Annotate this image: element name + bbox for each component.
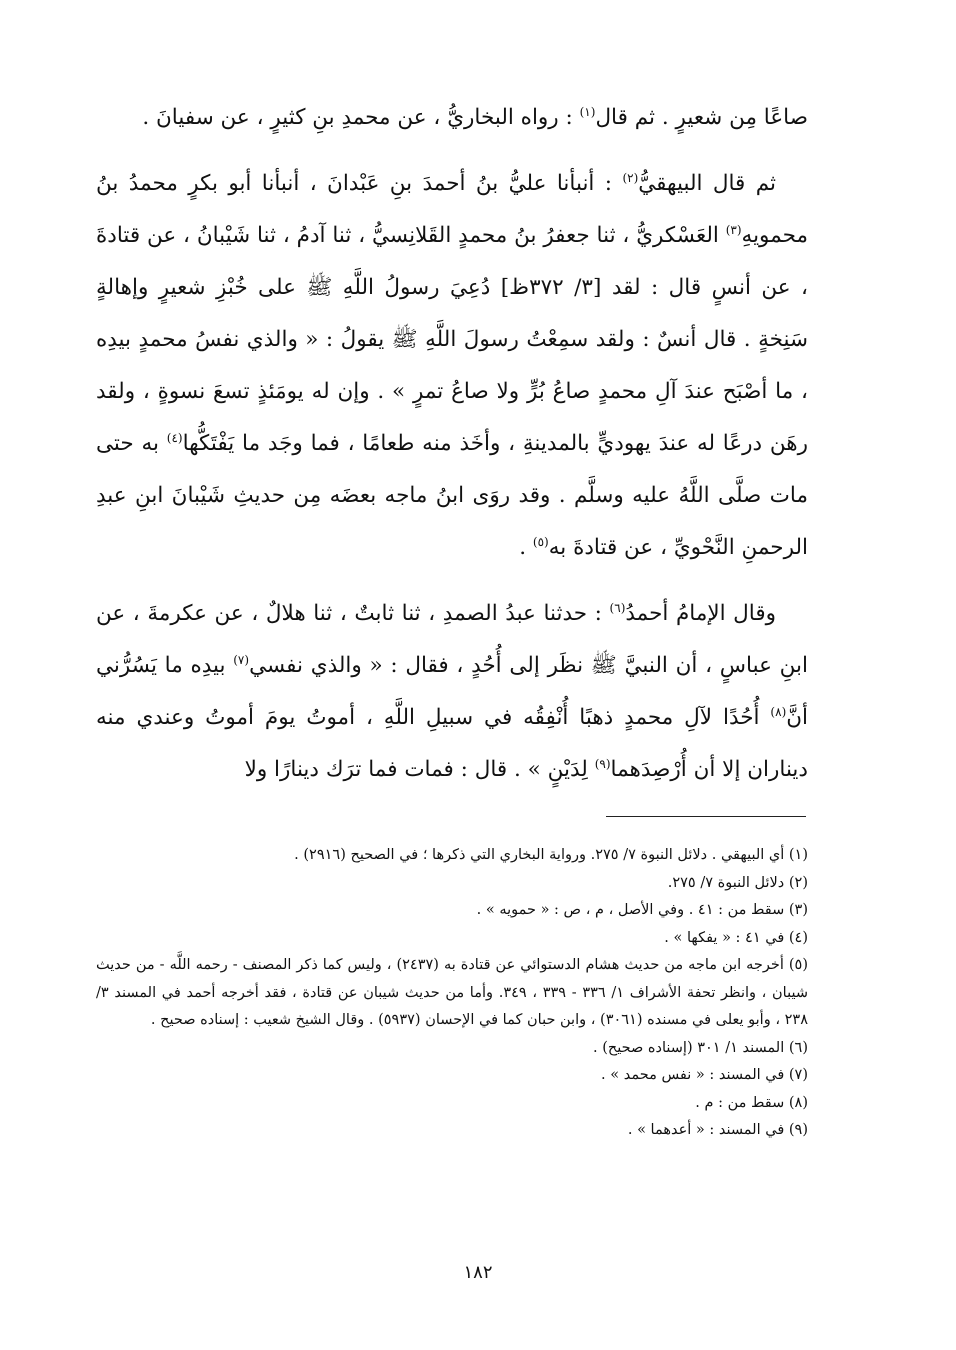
footnote-ref-5: (٥) — [532, 534, 549, 549]
footnote-7: (٧) في المسند : « نفس محمد » . — [601, 1067, 808, 1083]
footnote-2: (٢) دلائل النبوة ٧/ ٢٧٥. — [667, 874, 808, 891]
text-run: العَسْكريُّ ، ثنا جعفرُ بنُ محمدٍ القَلانِسيُّ ، ثنا آدمُ ، ثنا شَيْبانُ ، عن قتادةَ ، عن أنسٍ قال : لقد [٣/ ٣٧٢ظ] دُعِيَ رسولُ اللَّهِ ﷺ على خُبْزِ شعيرٍ وإهالةٍ سَنِخةٍ . قال أنسٌ : ولقد سمِعْتُ رسولَ اللَّهِ ﷺ يقولُ : « والذي نفسُ محمدٍ بيدِه ، ما أصْبَح عندَ آلِ محمدٍ صاعُ بُرٍّ ولا صاعُ تمرٍ » . وإن له يومَئذٍ تسعَ نسوةٍ ، ولقد رهَن درعًا له عندَ يهوديٍّ بالمدينةِ ، وأخَذ منه طعامًا ، فما وجَد ما يَفْتَكُّها — [96, 223, 808, 456]
footnote-ref-9: (٩) — [594, 756, 611, 771]
footnote-ref-6: (٦) — [609, 600, 626, 615]
footnote-1: (١) أي البيهقي . دلائل النبوة ٧/ ٢٧٥. ورواية البخاري التي ذكرها ؛ في الصحيح (٢٩١٦) . — [294, 847, 808, 863]
footnote-divider — [606, 816, 806, 817]
footnote-5: (٥) أخرجه ابن ماجه من حديث هشام الدستوائي عن قتادة به (٢٤٣٧) ، وليس كما ذكر المصنف - رحمه اللَّه - من حديث شيبان ، وانظر تحفة الأشراف ١/ ٣٣٦ - ٣٣٩ ، ٣٤٩. وأما من حديث شيبان عن قتادة ، فقد أخرجه أحمد في المسند ٣/ ٢٣٨ ، وأبو يعلى في مسنده (٣٠٦١) ، وابن حبان كما في الإحسان (٥٩٣٧) . وقال الشيخ شعيب : إسناده صحيح . — [96, 957, 808, 1028]
footnotes — [96, 842, 808, 1145]
text-run: به حتى مات صلَّى اللَّهُ عليه وسلَّم . وقد روَى ابنُ ماجه بعضَه مِن حديثِ شَيْبانَ ابنِ عبدِ الرحمنِ النَّحْويِّ ، عن قتادةَ به — [96, 431, 808, 560]
footnote-ref-3: (٣) — [725, 222, 742, 237]
footnote-ref-2: (٢) — [622, 170, 639, 185]
text-run: وقال الإمامُ أحمدُ — [625, 601, 776, 626]
footnote-9: (٩) في المسند : « أعدهما » . — [627, 1122, 808, 1138]
text-run: ثم قال البيهقيُّ — [638, 171, 776, 196]
footnote-ref-1: (١) — [579, 104, 596, 119]
footnote-4: (٤) في ٤١ : « يفكها » . — [664, 929, 808, 946]
text-run: . — [519, 535, 527, 560]
paragraph-2 — [96, 158, 808, 574]
footnote-ref-4: (٤) — [166, 430, 183, 445]
text-run: أُحُدًا لآلِ محمدٍ ذهبًا أُنْفِقُه في سبيلِ اللَّهِ ، أموتُ يومَ أموتُ وعندي منه ديناران إلا أن أُرْصِدَهما — [96, 705, 808, 782]
paragraph-3 — [96, 588, 808, 796]
page-number: ١٨٢ — [463, 1262, 493, 1283]
text-run: : حدثنا عبدُ الصمدِ ، ثنا ثابتٌ ، ثنا هلالٌ ، عن عكرمةَ ، عن ابنِ عباسٍ ، أن النبيَّ ﷺ نظَر إلى أُحُدٍ ، فقال : « والذي نفسي — [96, 601, 808, 678]
footnote-8: (٨) سقط من : م . — [695, 1094, 808, 1111]
text-run: لِدَيْنٍ » . قال : فمات فما ترَك دينارًا ولا — [244, 757, 588, 782]
main-text — [96, 92, 808, 796]
footnote-6: (٦) المسند ١/ ٣٠١ (إسناده صحيح) . — [593, 1039, 808, 1056]
text-run: بيدِه ما يَسُرُّني أنَّ — [96, 653, 809, 730]
text-run: : رواه البخاريُّ ، عن محمدِ بنِ كثيرٍ ، عن سفيانَ . — [142, 105, 573, 130]
text-run: : أنبأنا عليُّ بنُ أحمدَ بنِ عَبْدانَ ، أنبأنا أبو بكرٍ محمدُ بنُ محمويهِ — [96, 171, 808, 248]
footnote-ref-8: (٨) — [770, 704, 787, 719]
footnote-3: (٣) سقط من : ٤١ . وفي الأصل ، م ، ص : « حمويه » . — [476, 902, 808, 918]
text-run: صاعًا مِن شعيرٍ . ثم قال — [595, 105, 808, 130]
footnote-ref-7: (٧) — [233, 652, 250, 667]
paragraph-1 — [96, 92, 808, 144]
